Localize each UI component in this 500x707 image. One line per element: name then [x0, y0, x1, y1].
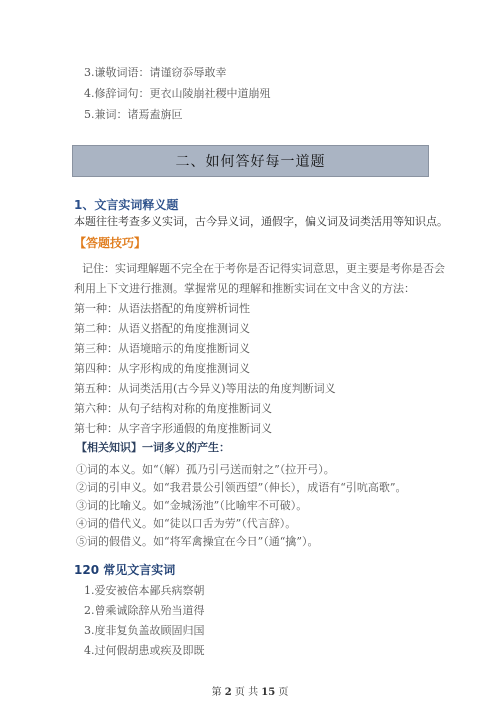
page-footer [0, 683, 500, 698]
section-subtitle: 1、文言实词释义题 [74, 198, 179, 212]
related-item: ④词的借代义。如“徒以口舌为劳”（代言辞）。 [76, 517, 297, 530]
footer-page-number: 2 [224, 687, 232, 698]
method-item: 第六种：从句子结构对称的角度推断词义 [74, 402, 272, 415]
footer-suffix: 页 [278, 687, 289, 698]
related-heading: 【相关知识】一词多义的产生： [76, 441, 230, 454]
intro-paragraph: 本题往往考查多义实词，古今异义词，通假字，偏义词及词类活用等知识点。 [74, 215, 448, 228]
section-banner: 二、如何答好每一道题 [72, 145, 429, 177]
related-item: ①词的本义。如“（解）孤乃引弓送而射之”（拉开弓）。 [76, 463, 335, 476]
method-item: 第五种：从词类活用(古今异义)等用法的角度判断词义 [74, 382, 336, 395]
method-item: 第四种：从字形构成的角度推测词义 [74, 362, 250, 375]
tips-paragraph: 记住：实词理解题不完全在于考你是否记得实词意思，更主要是考你是否会 [82, 262, 445, 275]
common-words-item: 4.过何假胡患或疾及即既 [84, 644, 205, 657]
method-item: 第七种：从字音字形通假的角度推断词义 [74, 422, 272, 435]
common-words-item: 2.曾乘诚除辞从殆当道得 [84, 604, 205, 617]
tips-heading: 【答题技巧】 [74, 236, 147, 250]
top-list-item: 3.谦敬词语：请谨窃忝辱敢幸 [84, 66, 227, 79]
footer-middle: 页 共 [234, 687, 259, 698]
top-list-item: 5.兼词：诸焉盍旃叵 [84, 108, 183, 121]
footer-total-pages: 15 [261, 687, 276, 698]
method-item: 第三种：从语境暗示的角度推断词义 [74, 342, 250, 355]
footer-prefix: 第 [211, 687, 222, 698]
tips-paragraph: 利用上下文进行推测。掌握常见的理解和推断实词在文中含义的方法： [74, 282, 415, 295]
common-words-heading: 120 常见文言实词 [74, 563, 176, 577]
common-words-item: 3.度非复负盖故顾固归国 [84, 624, 205, 637]
related-item: ⑤词的假借义。如“将军禽操宜在今日”（通“擒”）。 [76, 535, 319, 548]
method-item: 第二种：从语义搭配的角度推测词义 [74, 322, 250, 335]
common-words-item: 1.爱安被倍本鄙兵病察朝 [84, 584, 205, 597]
related-item: ②词的引申义。如“我君景公引领西望”（伸长），成语有“引吭高歌”。 [76, 481, 407, 494]
related-item: ③词的比喻义。如“金城汤池”（比喻牢不可破）。 [76, 499, 308, 512]
method-item: 第一种：从语法搭配的角度辨析词性 [74, 302, 250, 315]
top-list-item: 4.修辞词句：更衣山陵崩社稷中道崩殂 [84, 87, 271, 100]
